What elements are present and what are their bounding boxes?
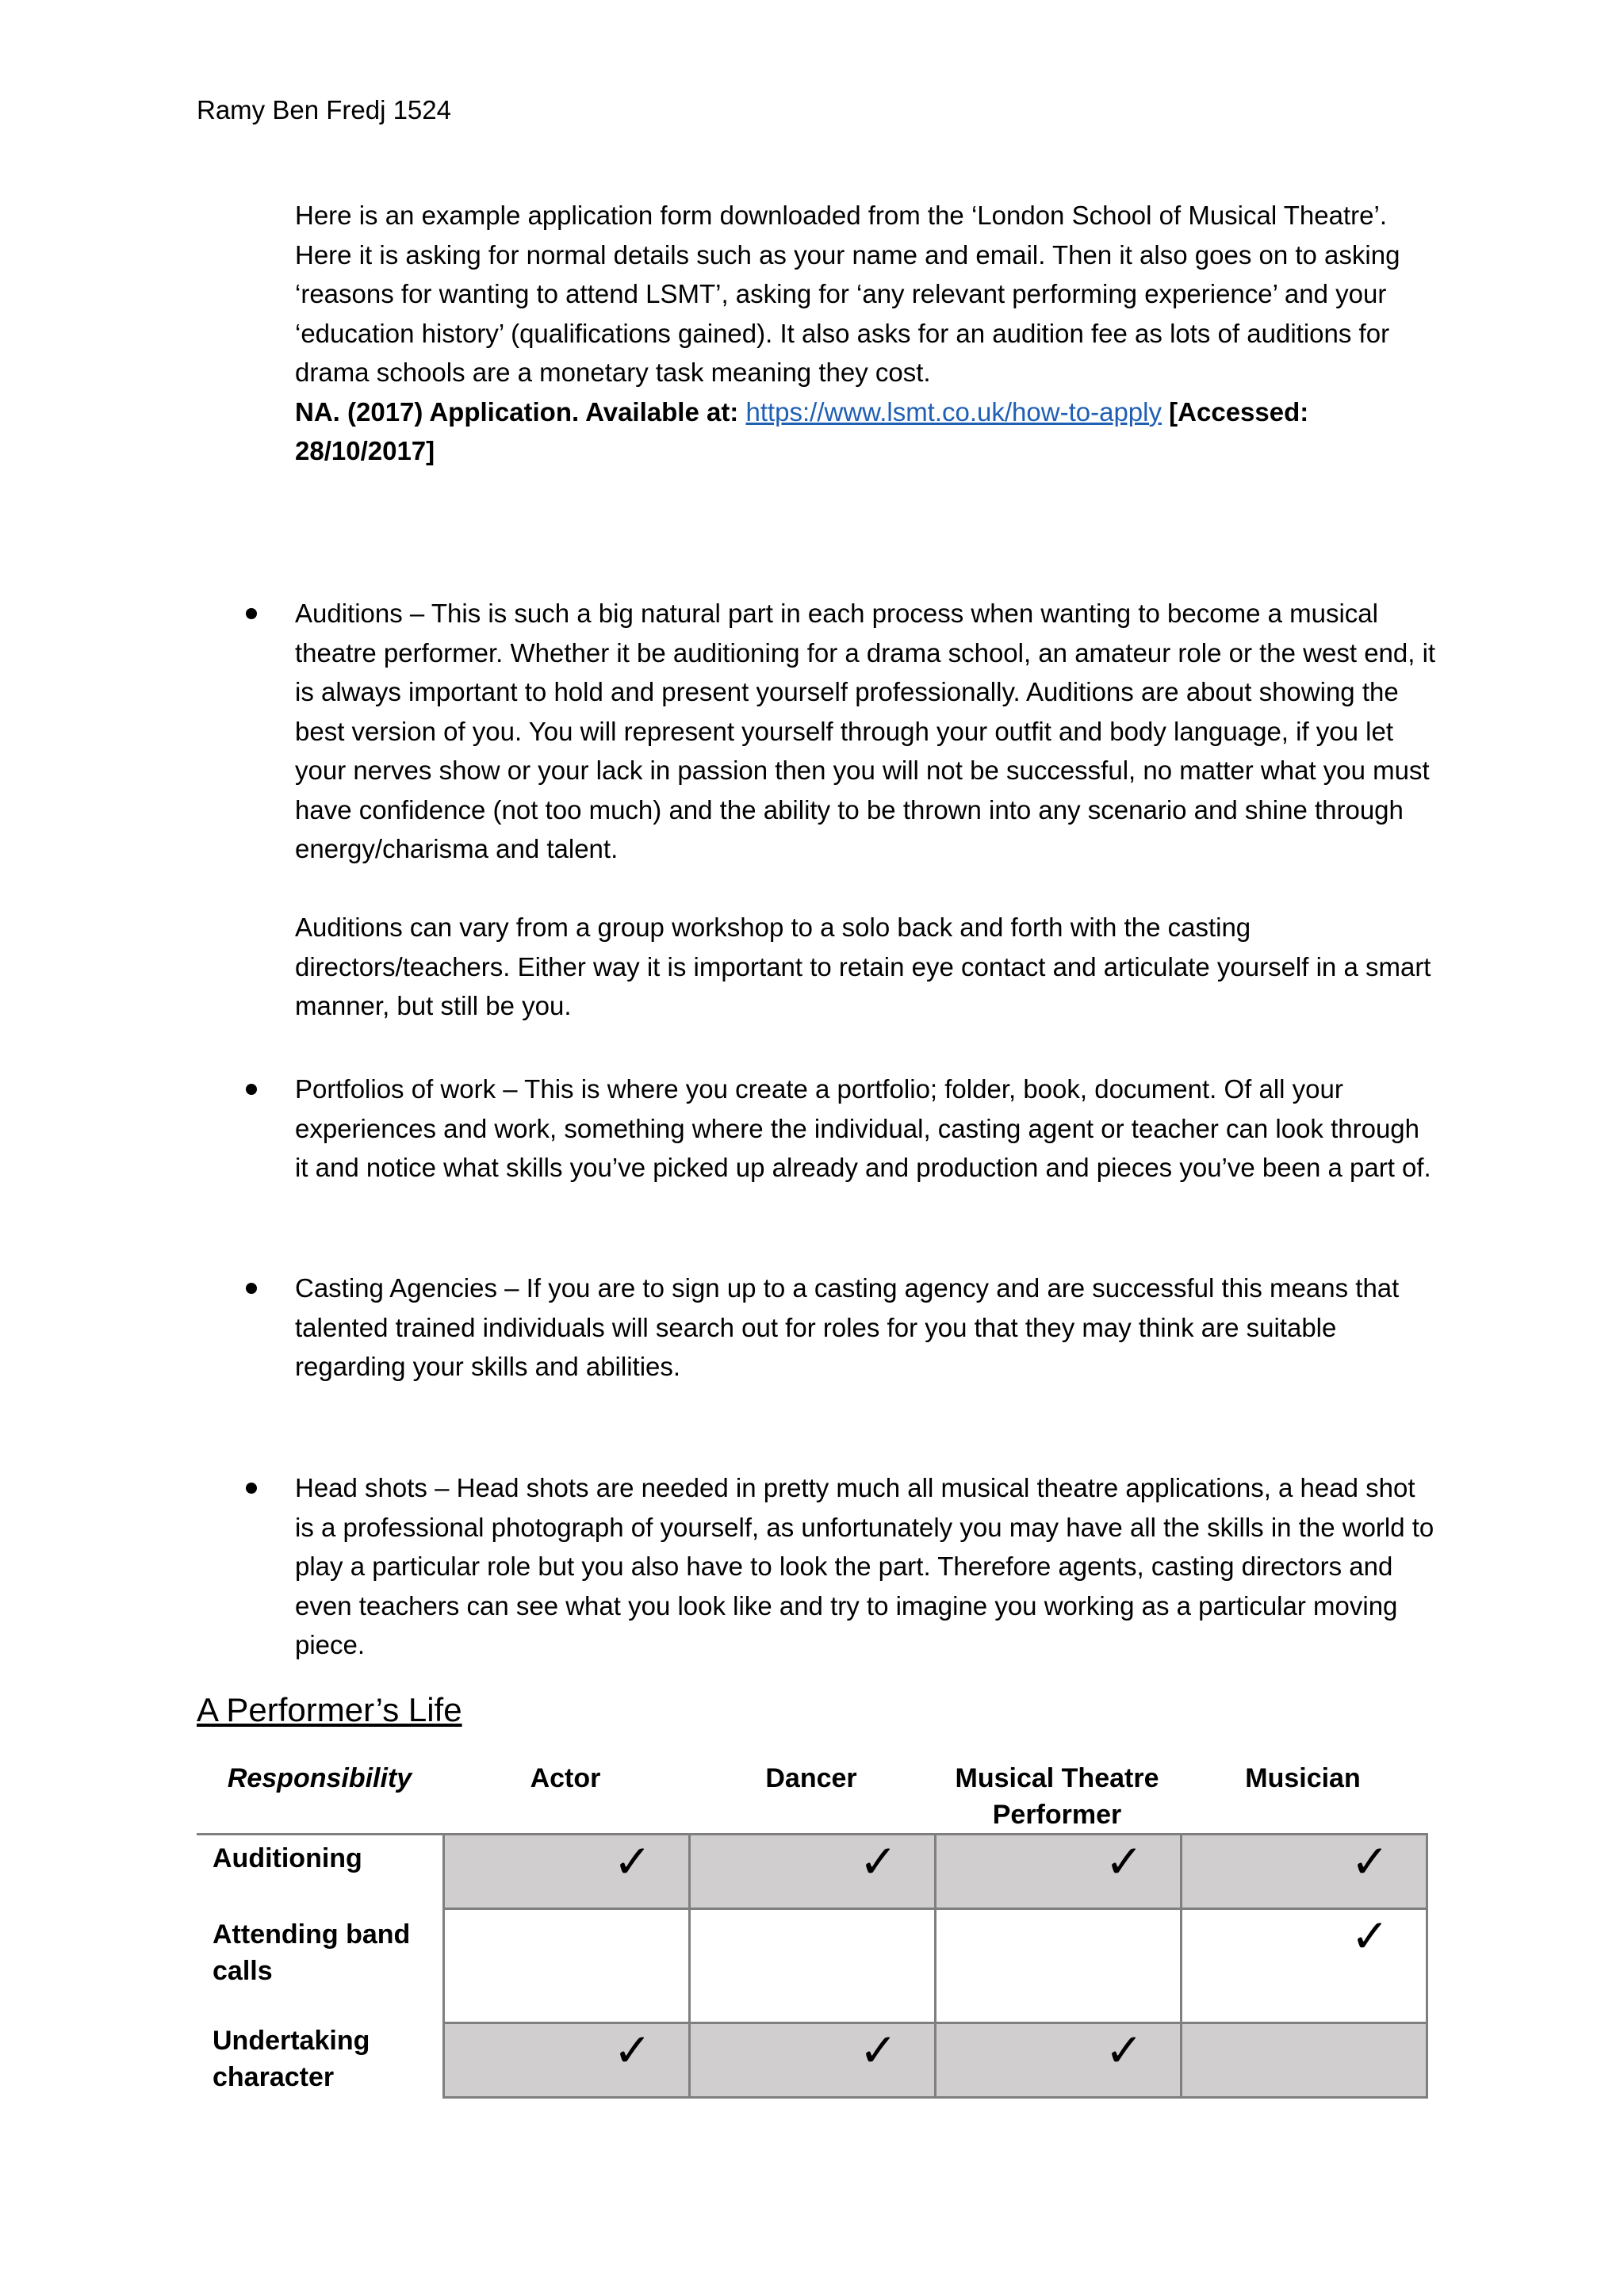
table-row [197,2024,1427,2099]
table-cell [442,2022,691,2099]
section-title: A Performer’s Life [197,1691,462,1728]
bullet-icon [246,1084,257,1095]
reference-link[interactable]: https://www.lsmt.co.uk/how-to-apply [745,396,1162,427]
table-cell [442,1833,691,1910]
page-header: Ramy Ben Fredj 1524 [197,95,451,124]
bullet-paragraph: Auditions – This is such a big natural part in each process when wanting to become a musical theatre performer. Whether it be auditioning for a drama school, an amateur role or the west end, it is always important to hold and present yourself professionally. Auditions are about showing the best version of you. You will represent yourself through your outfit and body language, if you let your nerves show or your lack in passion then you will not be successful, no matter what you must have confidence (not too much) and the ability to be thrown into any scenario and shine through energy/charisma and talent. [295,599,1436,863]
checkmark-icon: ✓ [1350,1835,1389,1888]
table-row [197,1910,1427,2024]
checkmark-icon: ✓ [1350,1909,1389,1963]
bullet-paragraph: Auditions can vary from a group workshop to a solo back and forth with the casting directors/teachers. Either way it is important to retain eye contact and articulate yourself in a smart manner, but still be you. [295,913,1431,1020]
reference-prefix: NA. (2017) Application. Available at: [295,396,746,427]
table-cell [1180,2022,1428,2099]
bullet-icon [246,1483,257,1494]
intro-paragraph: Here is an example application form downloaded from the ‘London School of Musical Theatre’. Here it is asking for normal details such as your name and email. Then it also goes on to asking ‘reasons for wanting to attend LSMT’, asking for ‘any relevant performing experience’ and your ‘education history’ (qualifications gained). It also asks for an audition fee as lots of auditions for drama schools are a monetary task meaning they cost. [295,201,1400,387]
bullet-icon [246,1283,257,1294]
header-actor: Actor [530,1763,601,1793]
checkmark-icon: ✓ [1105,1835,1143,1888]
table-cell [934,1833,1182,1910]
table-cell [934,2022,1182,2099]
table-cell [688,1908,936,2024]
table-row [197,1835,1427,1910]
header-musical-theatre-performer: Musical Theatre Performer [955,1763,1159,1830]
table-cell [1180,1908,1428,2024]
reference-citation [295,392,1437,471]
row-label: Auditioning [213,1843,362,1873]
checkmark-icon: ✓ [613,1835,652,1888]
table-cell [442,1908,691,2024]
checkmark-icon: ✓ [1105,2023,1143,2077]
table-cell [688,2022,936,2099]
responsibility-table [197,1758,1427,2099]
bullet-paragraph: Casting Agencies – If you are to sign up to a casting agency and are successful this means that talented trained individuals will search out for roles for you that they may think are suitable regarding your skills and abilities. [295,1273,1400,1381]
header-dancer: Dancer [765,1763,857,1793]
table-cell [1180,1833,1428,1910]
bullet-paragraph: Head shots – Head shots are needed in pretty much all musical theatre applications, a head shot is a professional photograph of yourself, as unfortunately you may have all the skills in the world to play a particular role but you also have to look the part. Therefore agents, casting directors and even teachers can see what you look like and try to imagine you working as a particular moving piece. [295,1473,1434,1659]
header-musician: Musician [1245,1763,1361,1793]
intro-block [295,196,1437,471]
bullet-head-shots [295,1468,1437,1665]
checkmark-icon: ✓ [613,2023,652,2077]
header-responsibility: Responsibility [227,1763,412,1793]
table-cell [934,1908,1182,2024]
row-label: Undertaking character [213,2026,370,2092]
checkmark-icon: ✓ [859,2023,898,2077]
bullet-paragraph: Portfolios of work – This is where you create a portfolio; folder, book, document. Of all your experiences and work, something where the individual, casting agent or teacher can look through it and notice what skills you’ve picked up already and production and pieces you’ve been a part of. [295,1074,1431,1182]
bullet-auditions [295,594,1437,1026]
reference-suffix: [Accessed: 28/10/2017] [295,396,1309,465]
table-cell [688,1833,936,1910]
checkmark-icon: ✓ [859,1835,898,1888]
table-header-row [197,1758,1427,1835]
bullet-icon [246,608,257,619]
bullet-casting-agencies [295,1269,1437,1387]
bullet-portfolios [295,1070,1437,1188]
row-label: Attending band calls [213,1919,411,1986]
